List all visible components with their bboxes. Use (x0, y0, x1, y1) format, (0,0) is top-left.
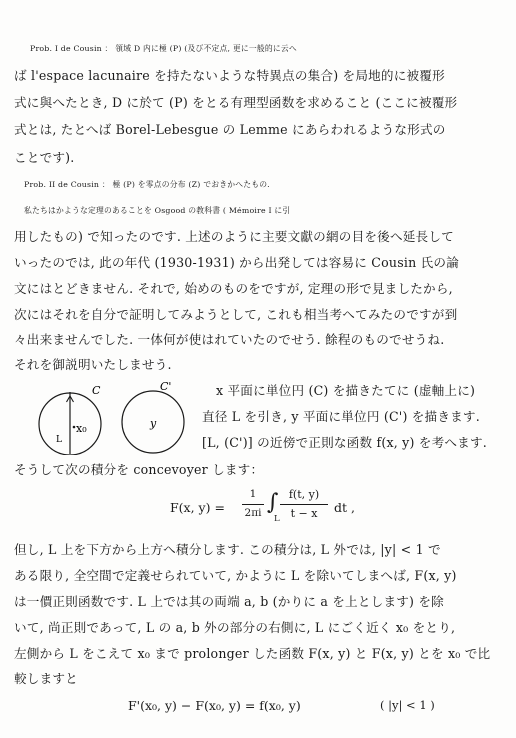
body-line-2: 用したもの) で知ったのです. 上述のように主要文獻の網の目を後へ延長して (14, 229, 454, 244)
label-L: L (56, 435, 62, 445)
eq1-tail: dt , (334, 500, 355, 515)
unit-circles-figure (30, 380, 200, 455)
cont-line-3: は一價正則函数です. L 上では其の両端 a, b (かりに a を上とします) を除 (14, 594, 444, 609)
eq1-frac-num: 1 (249, 488, 257, 500)
prob1-line-2: ば l'espace lacunaire を持たないような特異点の集合) を局地的に被覆形 (14, 68, 445, 83)
side-line-2: 直径 L を引き, y 平面に単位円 (C') を描きます. (202, 409, 480, 424)
label-Cprime: C' (160, 380, 172, 393)
cont-line-4: いて, 尚正則であって, L の a, b 外の部分の右側に, L にごく近く x₀ をとり, (14, 620, 456, 635)
cont-line-1: 但し, L 上を下方から上方へ積分します. この積分は, L 外では, |y| < 1 で (14, 542, 441, 557)
integral-sign: ∫ (267, 490, 279, 515)
eq1-int-den: t − x (290, 507, 318, 520)
eq1-int-num: f(t, y) (288, 488, 320, 501)
eq1-int-bar (280, 504, 328, 505)
equation-2: F'(x₀, y) − F(x₀, y) = f(x₀, y) (128, 698, 301, 713)
label-y: y (150, 417, 157, 430)
prob1-line-4: 式とは, たとへば Borel-Lebesgue の Lemme にあらわれるような形式の (14, 122, 446, 137)
body-line-6: 々出来ませんでした. 一体何が使はれていたのでせう. 餘程のものでせうね. (14, 332, 445, 347)
prob1-line-3: 式に與へたとき, D に於て (P) をとる有理型函数を求めること (ここに被覆形 (14, 95, 458, 110)
label-x0: x₀ (76, 422, 87, 435)
eq1-frac-den: 2πi (244, 507, 262, 519)
body-line-1: 私たちはかような定理のあることを Osgood の教科書 ( Mémoire I に引 (24, 206, 291, 215)
equation-2-condition: ( |y| < 1 ) (380, 698, 435, 712)
body-line-7: それを御説明いたしませう. (14, 357, 172, 372)
point-x0 (73, 426, 76, 429)
prob1-line-1: Prob. I de Cousin ： 領域 D 内に極 (P) (及び不定点, 更に一般的に云へ (30, 44, 297, 53)
cont-line-5: 左側から L をこえて x₀ まで prolonger した函数 F(x, y) と F(x, y) とを x₀ で比 (14, 646, 491, 661)
body-line-4: 文にはとどきません. それで, 始めのものをですが, 定理の形で見ましたから, (14, 281, 453, 296)
label-C: C (92, 384, 101, 397)
eq1-lhs: F(x, y) = (170, 500, 225, 515)
cont-line-2: ある限り, 全空間で定義せられていて, かように L を除いてしまへば, F(x, y) (14, 568, 457, 583)
eq1-frac-bar (242, 504, 264, 505)
body-line-5: 次にはそれを自分で証明してみようとして, これも相当考へてみたのですが到 (14, 307, 458, 322)
prob2-line: Prob. II de Cousin ： 極 (P) を零点の分布 (Z) でおきかへたもの. (24, 180, 270, 189)
eq1-int-sub: L (274, 514, 280, 524)
prob1-line-5: ことです). (14, 150, 75, 165)
equation-1 (170, 488, 370, 532)
body-line-3: いったのでは, 此の年代 (1930-1931) から出発しては容易に Cousin 氏の論 (14, 255, 459, 270)
after-figure-line: そうして次の積分を concevoyer します： (14, 462, 264, 477)
cont-line-6: 較しますと (14, 671, 78, 686)
side-line-3: [L, (C')] の近傍で正則な函数 f(x, y) を考へます. (202, 435, 487, 450)
side-line-1: x 平面に単位円 (C) を描きたてに (虚軸上に) (216, 383, 476, 398)
